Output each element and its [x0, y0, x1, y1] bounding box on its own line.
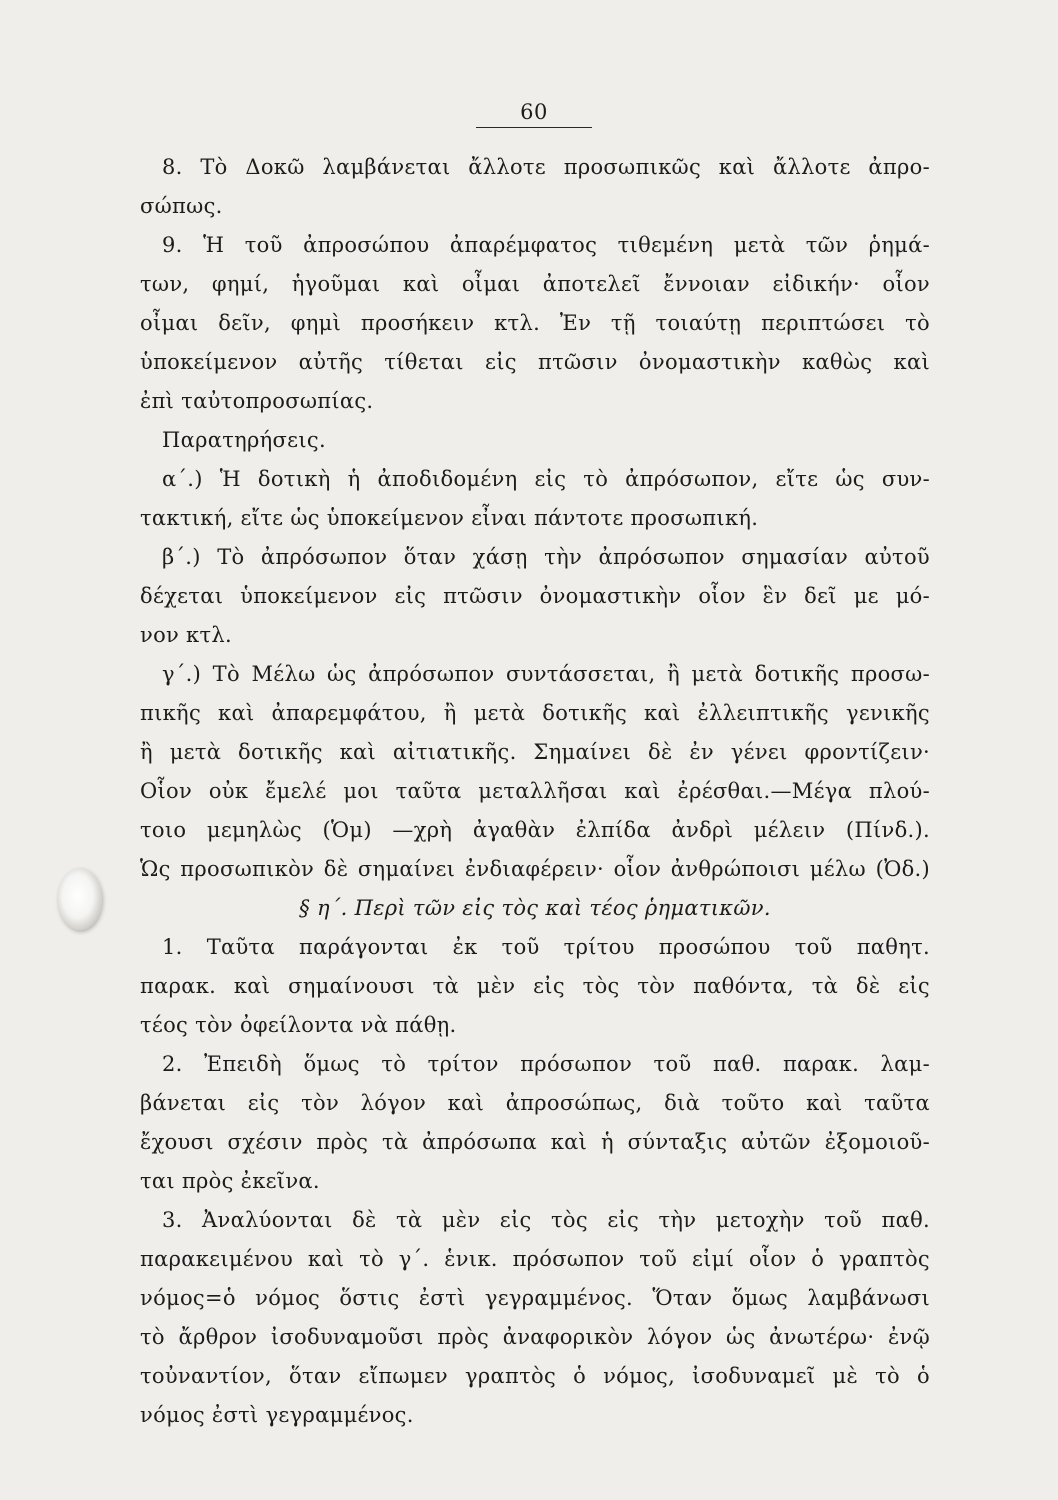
page-number-rule	[476, 127, 592, 128]
text-line: τοὐναντίον, ὅταν εἴπωμεν γραπτὸς ὁ νόμος, ἰσοδυναμεῖ μὲ τὸ ὁ	[140, 1364, 930, 1388]
text-line: β΄.) Τὸ ἀπρόσωπον ὅταν χάσῃ τὴν ἀπρόσωπον σημασίαν αὐτοῦ	[162, 545, 930, 569]
text-line: δέχεται ὑποκείμενον εἰς πτῶσιν ὀνομαστικὴν οἷον ἓν δεῖ με μό-	[140, 584, 930, 608]
text-line: ἐπὶ ταὐτοπροσωπίας.	[140, 389, 374, 413]
text-line: παρακ. καὶ σημαίνουσι τὰ μὲν εἰς τὸς τὸν παθόντα, τὰ δὲ εἰς	[140, 974, 930, 998]
text-line: 9. Ἡ τοῦ ἀπροσώπου ἀπαρέμφατος τιθεμένη μετὰ τῶν ῥημά-	[162, 233, 930, 257]
page-number: 60	[520, 100, 548, 124]
text-line: Οἷον οὐκ ἔμελέ μοι ταῦτα μεταλλῆσαι καὶ ἐρέσθαι.—Μέγα πλού-	[140, 779, 930, 803]
text-line: βάνεται εἰς τὸν λόγον καὶ ἀπροσώπως, διὰ τοῦτο καὶ ταῦτα	[140, 1091, 930, 1115]
text-body	[140, 148, 930, 1435]
text-line: 1. Ταῦτα παράγονται ἐκ τοῦ τρίτου προσώπου τοῦ παθητ.	[162, 935, 930, 959]
text-line: πικῆς καὶ ἀπαρεμφάτου, ἢ μετὰ δοτικῆς καὶ ἐλλειπτικῆς γενικῆς	[140, 701, 930, 725]
text-line: 2. Ἐπειδὴ ὅμως τὸ τρίτον πρόσωπον τοῦ παθ. παρακ. λαμ-	[162, 1052, 930, 1076]
text-line: ται πρὸς ἐκεῖνα.	[140, 1169, 320, 1193]
text-line: τὸ ἄρθρον ἰσοδυναμοῦσι πρὸς ἀναφορικὸν λόγον ὡς ἀνωτέρω· ἐνῷ	[140, 1325, 930, 1349]
text-line: νόμος ἐστὶ γεγραμμένος.	[140, 1403, 414, 1427]
text-line: οἶμαι δεῖν, φημὶ προσήκειν κτλ. Ἐν τῇ τοιαύτῃ περιπτώσει τὸ	[140, 311, 930, 335]
section-heading-observations: Παρατηρήσεις.	[162, 428, 326, 452]
paper-stain	[58, 868, 102, 930]
text-line: ὑποκείμενον αὐτῆς τίθεται εἰς πτῶσιν ὀνομαστικὴν καθὼς καὶ	[140, 350, 930, 374]
text-line: τακτική, εἴτε ὡς ὑποκείμενον εἶναι πάντοτε προσωπική.	[140, 506, 759, 530]
text-line: τέος τὸν ὀφείλοντα νὰ πάθῃ.	[140, 1013, 457, 1037]
text-line: τοιο μεμηλὼς (Ὁμ) —χρὴ ἀγαθὰν ἐλπίδα ἀνδρὶ μέλειν (Πίνδ.).	[140, 818, 930, 842]
text-line: νόμος=ὁ νόμος ὅστις ἐστὶ γεγραμμένος. Ὅταν ὅμως λαμβάνωσι	[140, 1286, 930, 1310]
text-line: ἔχουσι σχέσιν πρὸς τὰ ἀπρόσωπα καὶ ἡ σύνταξις αὐτῶν ἐξομοιοῦ-	[140, 1130, 930, 1154]
text-line: των, φημί, ἡγοῦμαι καὶ οἶμαι ἀποτελεῖ ἔννοιαν εἰδικήν· οἷον	[140, 272, 930, 296]
text-line: γ΄.) Τὸ Μέλω ὡς ἀπρόσωπον συντάσσεται, ἢ μετὰ δοτικῆς προσω-	[162, 662, 930, 686]
text-line: 3. Ἀναλύονται δὲ τὰ μὲν εἰς τὸς εἰς τὴν μετοχὴν τοῦ παθ.	[162, 1208, 930, 1232]
text-line: α΄.) Ἡ δοτικὴ ἡ ἀποδιδομένη εἰς τὸ ἀπρόσωπον, εἴτε ὡς συν-	[162, 467, 930, 491]
section-heading: § η΄. Περὶ τῶν εἰς τὸς καὶ τέος ῥηματικῶν.	[299, 896, 771, 920]
text-line: Ὡς προσωπικὸν δὲ σημαίνει ἐνδιαφέρειν· οἷον ἀνθρώποισι μέλω (Ὀδ.)	[140, 857, 930, 881]
text-line: σώπως.	[140, 194, 223, 218]
text-line: 8. Τὸ Δοκῶ λαμβάνεται ἄλλοτε προσωπικῶς καὶ ἄλλοτε ἀπρο-	[162, 155, 930, 179]
text-line: νον κτλ.	[140, 623, 232, 647]
text-line: παρακειμένου καὶ τὸ γ΄. ἑνικ. πρόσωπον τοῦ εἰμί οἷον ὁ γραπτὸς	[140, 1247, 930, 1271]
text-line: ἢ μετὰ δοτικῆς καὶ αἰτιατικῆς. Σημαίνει δὲ ἐν γένει φροντίζειν·	[140, 740, 930, 764]
